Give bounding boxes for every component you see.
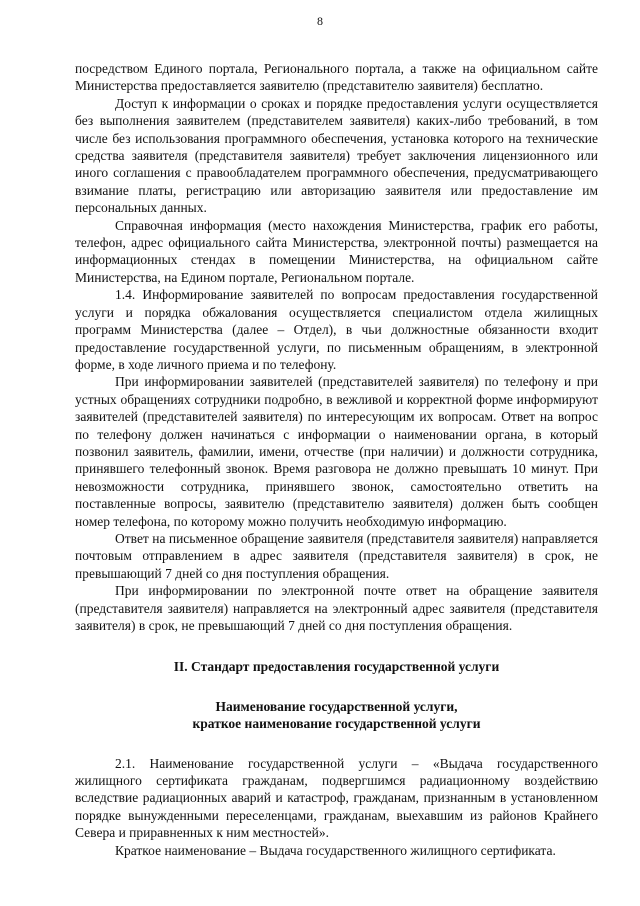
paragraph-reference-info: Справочная информация (место нахождения Министерства, график его работы, телефон, адрес официального сайта Министерства, электронной почты) размещается на информационных стендах в помещении Министерства, на официальном сайте Министерства, на Едином портале, Региональном портале.	[75, 217, 598, 285]
paragraph-continuation: посредством Единого портала, Регионального портала, а также на официальном сайте Министерства предоставляется заявителю (представителю заявителя) бесплатно.	[75, 61, 598, 94]
sub-heading-line-2: краткое наименование государственной услуги	[192, 716, 481, 732]
page-number: 8	[317, 14, 323, 28]
paragraph-email-answer: При информировании по электронной почте ответ на обращение заявителя (представителя заявителя) направляется на электронный адрес заявителя (представителя заявителя) в срок, не превышающий 7 дней со дня поступления обращения.	[75, 583, 598, 633]
paragraph-access: Доступ к информации о сроках и порядке предоставления услуги осуществляется без выполнения заявителем (представителем заявителя) каких-либо требований, в том числе без использования программного обеспечения, установка которого на технические средства заявителя (представителя заявителя) требует заключения лицензионного или иного соглашения с правообладателем программного обеспечения, предусматривающего взимание платы, регистрацию или авторизацию заявителя или предоставление им персональных данных.	[75, 95, 598, 216]
paragraph-2-1: 2.1. Наименование государственной услуги – «Выдача государственного жилищного сертификата гражданам, подвергшимся радиационному воздействию вследствие радиационных аварий и катастроф, гражданам, признанным в установленном порядке вынужденными переселенцами, гражданам, выехавшим из районов Крайнего Севера и приравненных к ним местностей».	[75, 755, 598, 841]
sub-heading	[75, 698, 598, 733]
paragraph-short-name: Краткое наименование – Выдача государственного жилищного сертификата.	[115, 842, 556, 858]
section-heading: II. Стандарт предоставления государственной услуги	[173, 659, 500, 675]
page-content	[75, 60, 598, 859]
paragraph-phone-info: При информировании заявителей (представителей заявителя) по телефону и при устных обращениях сотрудники подробно, в вежливой и корректной форме информируют заявителей (представителей заявителя) по интересующим их вопросам. Ответ на вопрос по телефону должен начинаться с информации о наименовании органа, в который позвонил заявитель, фамилии, имени, отчестве (при наличии) и должности сотрудника, принявшего телефонный звонок. Время разговора не должно превышать 10 минут. При невозможности сотрудника, принявшего звонок, самостоятельно ответить на поставленные вопросы, заявителю (представителю заявителя) должен быть сообщен номер телефона, по которому можно получить необходимую информацию.	[75, 374, 598, 529]
paragraph-1-4: 1.4. Информирование заявителей по вопросам предоставления государственной услуги и порядка обжалования осуществляется специалистом отдела жилищных программ Министерства (далее – Отдел), в чьи должностные обязанности входит предоставление государственной услуги, по письменным обращениям, в электронной форме, в ходе личного приема и по телефону.	[75, 287, 598, 372]
paragraph-written-answer: Ответ на письменное обращение заявителя (представителя заявителя) направляется почтовым отправлением в адрес заявителя (представителя заявителя) в срок, не превышающий 7 дней со дня поступления обращения.	[75, 530, 598, 581]
sub-heading-line-1: Наименование государственной услуги,	[215, 698, 458, 714]
